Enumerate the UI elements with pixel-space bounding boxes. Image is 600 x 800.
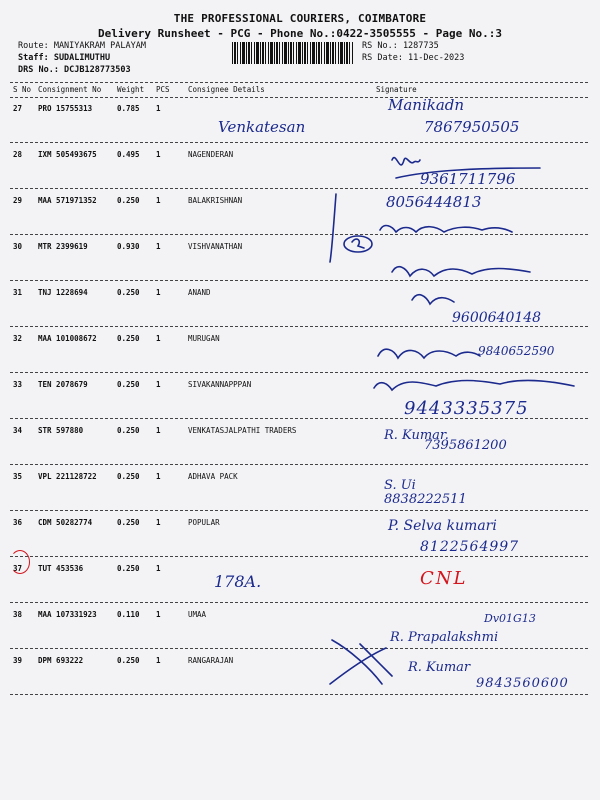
row-pcs: 1 bbox=[156, 150, 161, 159]
row-weight: 0.250 bbox=[117, 656, 140, 665]
row-consignee: NAGENDERAN bbox=[188, 150, 234, 159]
row-pcs: 1 bbox=[156, 242, 161, 251]
row-consignee: SIVAKANNAPPPAN bbox=[188, 380, 252, 389]
row-weight: 0.495 bbox=[117, 150, 140, 159]
row-consignment: TEN 2078679 bbox=[38, 380, 88, 389]
row-sno: 37 bbox=[13, 564, 23, 573]
row-consignment: TUT 453536 bbox=[38, 564, 84, 573]
staff-label: Staff: SUDALIMUTHU bbox=[18, 53, 111, 63]
col-consignment: Consignment No bbox=[38, 85, 102, 94]
row-consignment: MAA 571971352 bbox=[38, 196, 97, 205]
row-weight: 0.250 bbox=[117, 196, 140, 205]
handwritten-signature: Manikadn bbox=[388, 96, 465, 114]
table-row bbox=[10, 557, 588, 603]
col-consignee: Consignee Details bbox=[188, 85, 265, 94]
row-consignee: BALAKRISHNAN bbox=[188, 196, 243, 205]
row-weight: 0.250 bbox=[117, 288, 140, 297]
rs-date: RS Date: 11-Dec-2023 bbox=[362, 53, 465, 63]
row-sno: 33 bbox=[13, 380, 23, 389]
row-weight: 0.250 bbox=[117, 472, 140, 481]
row-consignment: STR 597880 bbox=[38, 426, 84, 435]
handwritten-phone: 8838222511 bbox=[384, 492, 467, 507]
table-row bbox=[10, 235, 588, 281]
row-consignee: POPULAR bbox=[188, 518, 220, 527]
row-consignee: ADHAVA PACK bbox=[188, 472, 238, 481]
row-sno: 36 bbox=[13, 518, 23, 527]
table-row bbox=[10, 465, 588, 511]
row-weight: 0.785 bbox=[117, 104, 140, 113]
runsheet-subtitle: Delivery Runsheet - PCG - Phone No.:0422-3505555 - Page No.:3 bbox=[98, 27, 502, 40]
handwritten-signature: R. Prapalakshmi bbox=[390, 630, 499, 645]
row-pcs: 1 bbox=[156, 196, 161, 205]
handwritten-phone: 9361711796 bbox=[420, 170, 516, 188]
handwritten-note: 178A. bbox=[214, 572, 262, 591]
col-signature: Signature bbox=[376, 85, 417, 94]
handwritten-cancel-note: CNL bbox=[420, 568, 468, 589]
row-pcs: 1 bbox=[156, 564, 161, 573]
row-consignee: ANAND bbox=[188, 288, 211, 297]
rs-number: RS No.: 1287735 bbox=[362, 41, 439, 51]
row-consignee: RANGARAJAN bbox=[188, 656, 234, 665]
row-weight: 0.250 bbox=[117, 564, 140, 573]
row-sno: 35 bbox=[13, 472, 23, 481]
row-sno: 27 bbox=[13, 104, 23, 113]
handwritten-signature: P. Selva kumari bbox=[388, 518, 497, 534]
row-sno: 39 bbox=[13, 656, 23, 665]
handwritten-phone: 8056444813 bbox=[386, 193, 482, 211]
handwritten-signature: R. Kumar bbox=[408, 660, 471, 675]
row-pcs: 1 bbox=[156, 380, 161, 389]
handwritten-phone: 9600640148 bbox=[452, 310, 542, 326]
row-consignee: VISHVANATHAN bbox=[188, 242, 243, 251]
row-sno: 30 bbox=[13, 242, 23, 251]
col-weight: Weight bbox=[117, 85, 145, 94]
row-weight: 0.110 bbox=[117, 610, 140, 619]
col-sno: S No bbox=[13, 85, 32, 94]
handwritten-note: Dv01G13 bbox=[484, 612, 536, 625]
row-pcs: 1 bbox=[156, 656, 161, 665]
row-sno: 28 bbox=[13, 150, 23, 159]
row-pcs: 1 bbox=[156, 334, 161, 343]
row-consignee: UMAA bbox=[188, 610, 207, 619]
row-weight: 0.250 bbox=[117, 518, 140, 527]
row-consignment: MAA 101008672 bbox=[38, 334, 97, 343]
row-consignment: PRO 15755313 bbox=[38, 104, 93, 113]
handwritten-phone: 7867950505 bbox=[424, 118, 520, 136]
handwritten-phone: 9843560600 bbox=[476, 676, 569, 691]
drs-number: DRS No.: DCJB128773503 bbox=[18, 65, 131, 75]
row-consignment: VPL 221128722 bbox=[38, 472, 97, 481]
row-weight: 0.250 bbox=[117, 334, 140, 343]
table-header bbox=[10, 82, 588, 98]
row-consignment: MAA 107331923 bbox=[38, 610, 97, 619]
row-consignment: CDM 50282774 bbox=[38, 518, 93, 527]
handwritten-signature: S. Ui bbox=[384, 478, 416, 493]
col-pcs: PCS bbox=[156, 85, 170, 94]
row-consignee: MURUGAN bbox=[188, 334, 220, 343]
red-circle-mark bbox=[10, 550, 30, 574]
row-sno: 38 bbox=[13, 610, 23, 619]
row-sno: 29 bbox=[13, 196, 23, 205]
handwritten-phone: 7395861200 bbox=[424, 438, 507, 453]
table-row bbox=[10, 603, 588, 649]
handwritten-signature: R. Kumar. bbox=[384, 428, 449, 443]
row-consignment: TNJ 1228694 bbox=[38, 288, 88, 297]
row-pcs: 1 bbox=[156, 288, 161, 297]
row-sno: 34 bbox=[13, 426, 23, 435]
company-title: THE PROFESSIONAL COURIERS, COIMBATORE bbox=[173, 12, 427, 25]
row-weight: 0.250 bbox=[117, 426, 140, 435]
row-consignment: IXM 505493675 bbox=[38, 150, 97, 159]
route-label: Route: MANIYAKRAM PALAYAM bbox=[18, 41, 146, 51]
row-consignee: VENKATASJALPATHI TRADERS bbox=[188, 426, 297, 435]
row-pcs: 1 bbox=[156, 426, 161, 435]
handwritten-phone: 8122564997 bbox=[420, 539, 520, 555]
handwritten-phone: 9443335375 bbox=[404, 398, 529, 419]
row-consignment: MTR 2399619 bbox=[38, 242, 88, 251]
row-pcs: 1 bbox=[156, 610, 161, 619]
row-pcs: 1 bbox=[156, 104, 161, 113]
table-row bbox=[10, 189, 588, 235]
row-sno: 32 bbox=[13, 334, 23, 343]
row-pcs: 1 bbox=[156, 518, 161, 527]
row-consignment: DPM 693222 bbox=[38, 656, 84, 665]
handwritten-consignee: Venkatesan bbox=[218, 118, 306, 136]
handwritten-phone: 9840652590 bbox=[478, 344, 555, 358]
row-weight: 0.250 bbox=[117, 380, 140, 389]
barcode bbox=[232, 42, 354, 64]
row-pcs: 1 bbox=[156, 472, 161, 481]
row-weight: 0.930 bbox=[117, 242, 140, 251]
row-sno: 31 bbox=[13, 288, 23, 297]
